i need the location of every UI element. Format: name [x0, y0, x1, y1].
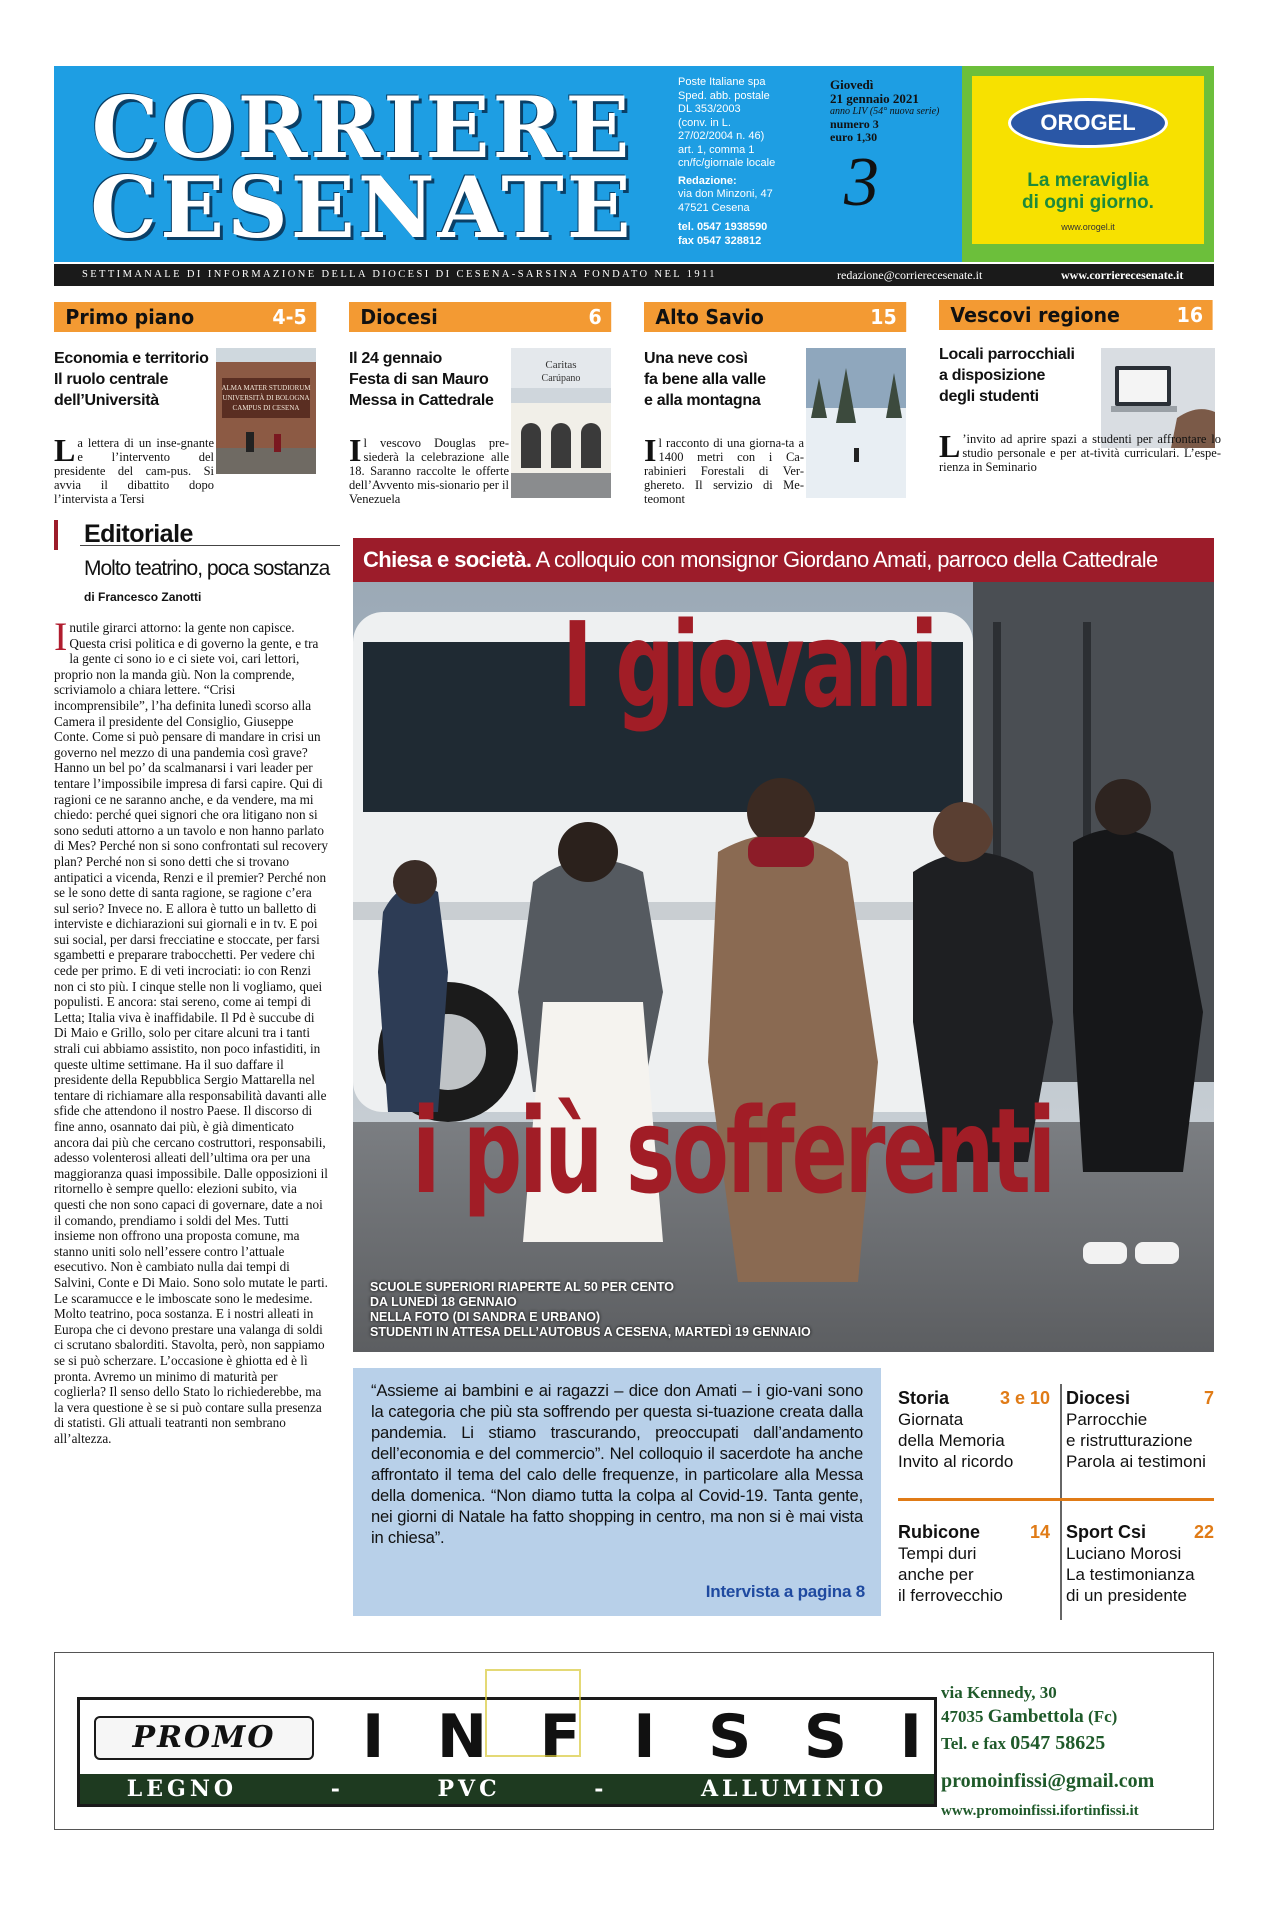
index-line: Parola ai testimoni	[1066, 1452, 1206, 1471]
index-title: Rubicone	[898, 1522, 981, 1542]
ad-letter: S	[708, 1702, 752, 1772]
issue-day: Giovedì	[830, 77, 874, 92]
section-name: Alto Savio	[655, 305, 764, 329]
postal-line: art. 1, comma 1	[678, 143, 755, 156]
section-header-diocesi[interactable]	[349, 302, 611, 332]
index-pages: 14	[1029, 1522, 1050, 1542]
orogel-slogan-line: di ogni giorno.	[1022, 192, 1154, 213]
index-line: e ristrutturazione	[1066, 1431, 1193, 1450]
interview-page-link[interactable]: Intervista a pagina 8	[705, 1582, 865, 1601]
editorial-body	[54, 614, 328, 1446]
index-title: Storia	[898, 1388, 950, 1408]
postal-line: 27/02/2004 n. 46)	[678, 130, 765, 142]
index-title: Diocesi	[1066, 1388, 1131, 1408]
postal-line: Sped. abb. postale	[678, 89, 770, 102]
ad-province: (Fc)	[1088, 1707, 1118, 1726]
index-line: il ferrovecchio	[898, 1586, 1003, 1605]
index-item-storia[interactable]	[898, 1388, 1050, 1472]
editorial-label: Editoriale	[84, 520, 193, 548]
index-line: di un presidente	[1066, 1586, 1187, 1605]
postal-line: cn/fc/giornale locale	[678, 157, 776, 169]
teaser-title-line: Messa in Cattedrale	[349, 392, 494, 409]
teaser-primo-piano[interactable]	[54, 302, 316, 506]
caption-line: SCUOLE SUPERIORI RIAPERTE AL 50 PER CENTO	[370, 1280, 674, 1294]
ad-phone[interactable]: 0547 58625	[1010, 1732, 1106, 1754]
section-header-primo-piano[interactable]	[54, 302, 316, 332]
index-title: Sport Csi	[1066, 1522, 1147, 1542]
teaser-title-line: degli studenti	[939, 388, 1039, 405]
teaser-title-line: Festa di san Mauro	[349, 371, 489, 388]
ad-letter: I	[362, 1702, 385, 1772]
editorial-body-text: nutile girarci attorno: la gente non capisce. Questa crisi politica e di governo la gente, e tra la gente ci sono io e ci siete voi, cari lettori, proprio non la manda giù. Non la comprende, scriviamolo a chiara lettere. “Crisi incomprensibile”, l’ha definita lunedì scorso alla Camera il presidente del Consiglio, Giuseppe Conte. Come si può pensare di mandare in crisi un governo nel mezzo di una pandemia così grave? Hanno un bel po’ da scalmanarsi i vari leader per tentare l’impossibile impresa di farsi capire. Qui di ragioni ce ne saranno anche, e da vendere, ma mi chiedo: perché quei signori che ora litigano non si sono seduti attorno a un tavolo e non hanno parlato di Mes? Perché non si sono confrontati sul recovery plan? Perché non si sono detti che si trovano antipatici a vicenda, Renzi e il premier? Perché non se le sono dette di santa ragione, se ragione c’era sul serio? Invece no. E allora è tutto un balletto di interviste e dichiarazioni sui giornali e in tv. E poi sui social, per darsi frecciatine e stoccate, per farsi sgambetti e preparare trabocchetti. Per vedere chi cede per primo. E di veti incrociati: io con Renzi non ci sto più. I cinque stelle non li vogliamo, quei populisti. E ancora: stai sereno, come ai tempi di Letta; Italia viva è inaffidabile. Il Pd è succube di Di Maio e Grillo, solo per citare alcuni tra i tanti strali cui abbiamo assistito, non poco infastiditi, in queste ultime settimane. Ha il suo daffare il presidente della Repubblica Sergio Mattarella nel tentare di richiamare alla responsabilità davanti alle sfide che attendono il nostro Paese. Il discorso di fine anno, osannato dai più, è già dimenticato ancora dai più che cercano costruttori, responsabili, adesso volenterosi alleati dell’ultima ora per una maggioranza quasi impossibile. Dalle opposizioni il ritornello è sempre quello: elezioni subito, via questi che non sono capaci di governare, date a noi il comando, prendiamo i soldi del Mes. Tutti insieme non offrono una proposta comune, ma stanno uniti solo nell’essere contro l’attuale esecutivo. Non è cambiato nulla dai tempi di Salvini, Conte e Di Maio. Sono solo mutate le parti. Le scaramucce e le imboscate sono le medesime. Molto teatrino, poca sostanza. E i nostri alleati in Europa che ci devono prestare una valanga di soldi ci scrutano sbalorditi. Stavolta, però, non sappiamo se si può scherzare. L’occasione è ghiotta ed è lì pronta. Avremo un minimo di maturità per coglierla? Il senso dello Stato lo richiederebbe, ma la vera questione è se si può contare sulla presenza di statisti. Gli attuali teatranti non sembrano all’altezza.	[54, 620, 328, 1446]
ad-letter: I	[633, 1702, 656, 1772]
section-pages: 16	[1176, 303, 1204, 327]
teaser-body	[349, 432, 509, 506]
ad-web[interactable]: www.promoinfissi.ifortinfissi.it	[941, 1803, 1139, 1819]
index-item-diocesi[interactable]	[1066, 1388, 1214, 1472]
issue-date: 21 gennaio 2021	[830, 91, 919, 106]
index-pages: 3 e 10	[999, 1388, 1050, 1408]
teaser-photo-snow	[806, 348, 906, 498]
postal-line: DL 353/2003	[678, 103, 741, 115]
caption-line: STUDENTI IN ATTESA DELL’AUTOBUS A CESENA, MARTEDÌ 19 GENNAIO	[370, 1325, 811, 1339]
fax-number: fax 0547 328812	[678, 234, 762, 247]
caption-line: DA LUNEDÌ 18 GENNAIO	[370, 1295, 517, 1309]
redazione-address: via don Minzoni, 47	[678, 188, 773, 200]
section-name: Primo piano	[65, 305, 195, 329]
ad-address: via Kennedy, 30	[941, 1683, 1057, 1702]
masthead-strip	[54, 264, 1214, 286]
phone-number: tel. 0547 1938590	[678, 221, 768, 233]
editorial-title[interactable]: Molto teatrino, poca sostanza	[84, 557, 330, 580]
newspaper-motto: SETTIMANALE DI INFORMAZIONE DELLA DIOCESI DI CESENA-SARSINA FONDATO NEL 1911	[82, 269, 717, 280]
ad-zip: 47035	[941, 1707, 984, 1726]
main-headline-line-2[interactable]: i più sofferenti	[412, 1082, 1053, 1220]
index-line: Luciano Morosi	[1066, 1544, 1182, 1563]
ad-materials-bar	[80, 1774, 934, 1804]
orogel-slogan	[972, 170, 1204, 214]
teaser-body	[939, 428, 1221, 474]
redazione-email[interactable]: redazione@corrierecesenate.it	[837, 268, 983, 282]
index-line: della Memoria	[898, 1431, 1005, 1450]
teaser-title[interactable]	[349, 348, 509, 411]
teaser-title-line: Il 24 gennaio	[349, 350, 443, 367]
teaser-body	[54, 432, 214, 506]
teaser-body-text: a lettera di un inse-gnante e l’intervento del presidente del cam-pus. Si avvia il dibattito dopo l’intervista a Tersi	[54, 436, 214, 506]
index-item-rubicone[interactable]	[898, 1522, 1050, 1606]
teaser-title-line: a disposizione	[939, 367, 1046, 384]
teaser-title-line: Il ruolo centrale	[54, 371, 169, 388]
main-headline-line-1[interactable]: I giovani	[562, 596, 936, 734]
index-line: Invito al ricordo	[898, 1452, 1014, 1471]
orogel-url[interactable]: www.orogel.it	[1061, 222, 1115, 232]
teaser-title[interactable]	[644, 348, 804, 411]
caption-line: NELLA FOTO (DI SANDRA E URBANO)	[370, 1310, 601, 1324]
quote-text: “Assieme ai bambini e ai ragazzi – dice don Amati – i gio-vani sono la categoria che più sta soffrendo per questa si-tuazione creata dalla pandemia. Li stiamo trascurando, preoccupati dall’andamento dell’economia e del commercio”. Nel colloquio il sacerdote ha anche affrontato il tema del calo delle frequenze, in particolare alla Messa della domenica. “Non diamo tutta la colpa al Covid-19. Tanta gente, nei giorni di Natale ha fatto shopping in centro, ma non si è mai vista in chiesa”.	[371, 1381, 863, 1547]
newspaper-website[interactable]: www.corrierecesenate.it	[1061, 268, 1184, 282]
main-story-kicker[interactable]	[353, 538, 1214, 582]
main-story-quote	[353, 1368, 881, 1616]
campus-sign-line: CAMPUS DI CESENA	[232, 404, 300, 412]
teaser-body-text: l vescovo Douglas pre-siederà la celebrazione alle 18. Saranno raccolte le offerte dell’Avvento mis-sionario per il Venezuela	[349, 436, 509, 506]
section-pages: 6	[588, 305, 602, 329]
teaser-title-line: fa bene alla valle	[644, 371, 766, 388]
index-pages: 22	[1193, 1522, 1214, 1542]
ad-material: -	[594, 1776, 608, 1802]
index-line: anche per	[898, 1565, 974, 1584]
campus-sign-line: ALMA MATER STUDIORUM	[221, 384, 311, 392]
section-name: Diocesi	[360, 305, 438, 329]
section-pages: 4-5	[272, 305, 307, 329]
issue-price: euro 1,30	[830, 130, 878, 144]
index-line: Parrocchie	[1066, 1410, 1148, 1429]
logo-line-1: CORRIERE	[91, 78, 633, 177]
teaser-body-text: l racconto di una giorna-ta a 1400 metri con i Ca-rabinieri Forestali di Ver-ghereto. Il servizio di Me-teomont	[644, 436, 804, 506]
masthead	[54, 66, 1214, 262]
teaser-title-line: e alla montagna	[644, 392, 761, 409]
postal-info	[670, 66, 812, 262]
redazione-address: 47521 Cesena	[678, 201, 750, 214]
orogel-slogan-line: La meraviglia	[1027, 170, 1149, 191]
ad-letter: F	[539, 1702, 581, 1772]
photo-caption	[370, 1280, 811, 1340]
teaser-photo-caritas	[511, 348, 611, 498]
postal-line: (conv. in L.	[678, 116, 731, 129]
kicker-bold: Chiesa e società.	[363, 547, 532, 572]
section-header-vescovi-regione[interactable]	[939, 300, 1213, 330]
ad-letter: I	[899, 1702, 922, 1772]
issue-numero: numero 3	[830, 117, 879, 131]
editorial-author: di Francesco Zanotti	[84, 590, 202, 604]
postal-line: Poste Italiane spa	[678, 76, 766, 88]
teaser-title-line: Economia e territorio	[54, 350, 209, 367]
ad-email[interactable]: promoinfissi@gmail.com	[941, 1770, 1155, 1792]
teaser-title-line: Una neve così	[644, 350, 748, 367]
ad-phone-label: Tel. e fax	[941, 1734, 1007, 1753]
ad-material: ALLUMINIO	[700, 1776, 888, 1802]
editorial-accent-bar	[54, 520, 58, 550]
ad-material: -	[330, 1776, 344, 1802]
index-line: Giornata	[898, 1410, 964, 1429]
teaser-title[interactable]	[939, 344, 1099, 407]
window-frame-icon	[485, 1669, 581, 1757]
teaser-title-line: dell’Università	[54, 392, 159, 409]
teaser-title-line: Locali parrocchiali	[939, 346, 1075, 363]
dropcap: L	[54, 432, 76, 468]
dropcap: L	[939, 428, 961, 464]
newspaper-logo[interactable]	[54, 66, 670, 262]
issue-info	[812, 66, 962, 262]
teaser-photo-campus	[216, 348, 316, 474]
teaser-diocesi[interactable]	[349, 302, 611, 506]
index-divider-horizontal	[898, 1498, 1214, 1501]
caritas-sign: Caritas	[545, 359, 577, 371]
index-pages: 7	[1203, 1388, 1214, 1408]
teaser-body	[644, 432, 804, 506]
teaser-body-text: ’invito ad aprire spazi a studenti per affrontare lo studio personale e per at-tività curriculari. L’espe-rienza in Seminario	[939, 432, 1221, 474]
section-name: Vescovi regione	[950, 303, 1120, 327]
teaser-title[interactable]	[54, 348, 214, 411]
kicker-text: A colloquio con monsignor Giordano Amati, parroco della Cattedrale	[535, 547, 1158, 572]
ad-contact	[941, 1681, 1211, 1822]
dropcap: I	[644, 432, 657, 468]
section-header-alto-savio[interactable]	[644, 302, 906, 332]
index-line: Tempi duri	[898, 1544, 977, 1563]
section-pages: 15	[870, 305, 897, 329]
teaser-vescovi-regione[interactable]	[939, 300, 1221, 474]
issue-series: anno LIV (54° nuova serie)	[830, 106, 940, 117]
dropcap: I	[349, 432, 362, 468]
ad-material: LEGNO	[126, 1776, 238, 1802]
index-line: La testimonianza	[1066, 1565, 1195, 1584]
teaser-alto-savio[interactable]	[644, 302, 906, 506]
ad-letter: N	[436, 1702, 488, 1772]
caritas-sign: Carúpano	[541, 373, 581, 384]
orogel-logo: OROGEL	[1008, 98, 1168, 148]
dropcap: I	[54, 614, 68, 659]
redazione-label: Redazione:	[678, 174, 737, 187]
promoinfissi-ad[interactable]	[54, 1652, 1214, 1830]
ad-material: PVC	[437, 1776, 501, 1802]
logo-line-2: CESENATE	[90, 158, 634, 257]
orogel-ad[interactable]	[962, 66, 1214, 262]
index-item-sport-csi[interactable]	[1066, 1522, 1214, 1606]
ad-letter: S	[803, 1702, 848, 1772]
ad-brand-infissi	[362, 1704, 922, 1770]
index-divider-vertical	[1060, 1384, 1062, 1620]
ad-city: Gambettola	[987, 1706, 1084, 1727]
issue-number: 3	[844, 144, 879, 221]
campus-sign-line: UNIVERSITÀ DI BOLOGNA	[222, 394, 310, 402]
ad-brand-promo: PROMO	[94, 1716, 314, 1760]
